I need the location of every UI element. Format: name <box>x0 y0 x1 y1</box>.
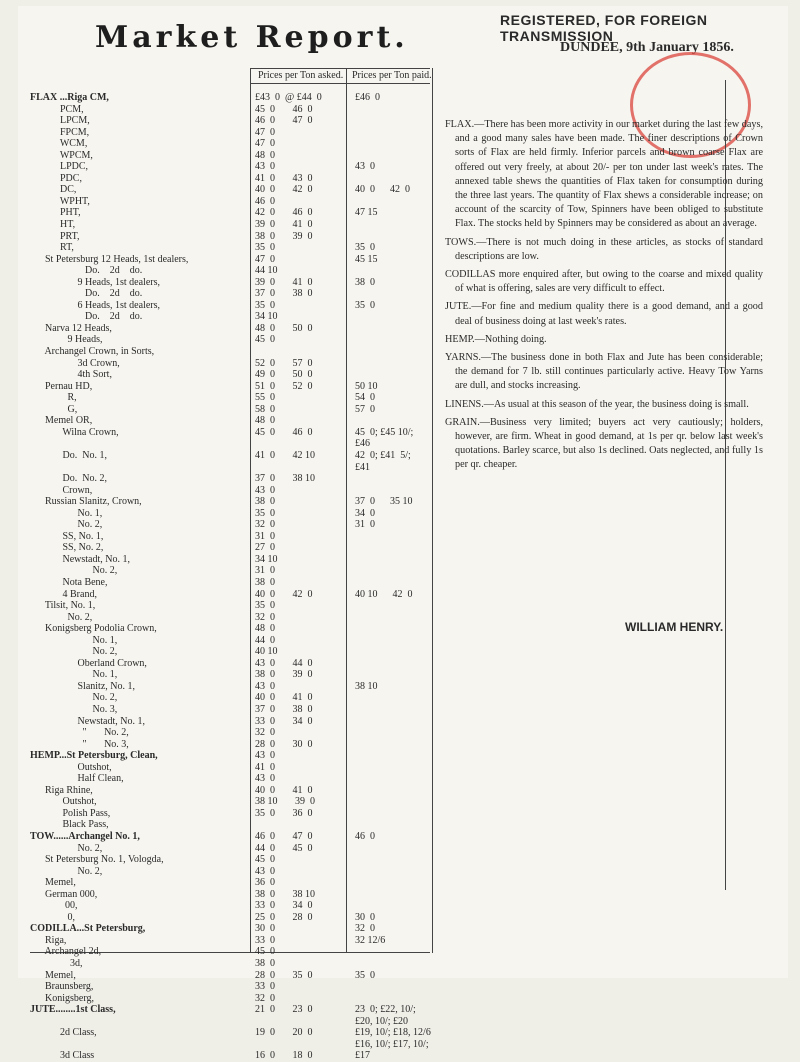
column-header-asked: Prices per Ton asked. <box>258 70 344 81</box>
table-row <box>30 277 450 289</box>
table-row <box>30 404 450 416</box>
price-asked: 38 10 39 0 <box>255 796 315 808</box>
table-row <box>30 866 450 878</box>
row-label: 4 Brand, <box>30 588 97 600</box>
price-asked: 52 0 57 0 <box>255 357 313 369</box>
table-row <box>30 681 450 693</box>
table-row <box>30 196 450 208</box>
commentary-paragraph: HEMP.—Nothing doing. <box>445 333 547 345</box>
row-label: No. 2, <box>30 842 103 854</box>
row-label: 0, <box>30 911 75 923</box>
row-label: 2d Class, <box>30 1027 97 1039</box>
row-label: 6 Heads, 1st dealers, <box>30 299 160 311</box>
row-label: Memel OR, <box>30 415 93 427</box>
table-row <box>30 692 450 704</box>
price-paid: £17 <box>355 1050 370 1062</box>
table-row <box>30 900 450 912</box>
table-row <box>30 473 450 485</box>
row-label: St Petersburg 12 Heads, 1st dealers, <box>30 253 189 265</box>
table-row <box>30 1039 450 1051</box>
table-row <box>30 415 450 427</box>
price-asked: 47 0 <box>255 138 275 150</box>
price-asked: 16 0 18 0 <box>255 1050 313 1062</box>
table-row <box>30 912 450 924</box>
price-asked: 31 0 <box>255 565 275 577</box>
row-label: Do. No. 1, <box>30 449 107 461</box>
price-paid: 31 0 <box>355 519 375 531</box>
table-row <box>30 207 450 219</box>
row-label: Outshot, <box>30 796 97 808</box>
row-label: DC, <box>30 184 77 196</box>
price-paid: 38 0 <box>355 276 375 288</box>
table-row <box>30 346 450 358</box>
price-asked: 33 0 <box>255 981 275 993</box>
commentary-paragraph: LINENS.—As usual at this season of the year, the business doing is small. <box>445 398 749 410</box>
price-asked: 48 0 <box>255 149 275 161</box>
commentary-paragraph: GRAIN.—Business very limited; buyers act very cautiously; holders, however, are firm. Wheat in good demand, at 1s per qr. below last week's quotations. Barley scarce, but also 1s declined. Oats neglected, and fully 1s per qr. cheaper. <box>445 416 763 471</box>
table-row <box>30 92 450 104</box>
price-asked: 48 0 <box>255 623 275 635</box>
price-asked: 40 0 41 0 <box>255 784 313 796</box>
row-label: Pernau HD, <box>30 380 93 392</box>
commentary-paragraph: FLAX.—There has been more activity in our market during the last few days, and a good many sales have been made. The finer descriptions of Crown sorts of Flax are held firmly. Inferior parcels and brown coarse Flax are offered out very freely, at about 20/- per ton under last week's rates. The annexed table shews the quantities of Flax taken for consumption during the three last years. The quantity of Flax shews a considerable increase; on account of the scarcity of Tow, Spinners have been obliged to substitute Flax. The stocks held by Spinners may be considered as about an average. <box>445 119 763 230</box>
table-row <box>30 762 450 774</box>
table-row <box>30 808 450 820</box>
row-label: R, <box>30 392 77 404</box>
price-asked: 35 0 <box>255 507 275 519</box>
row-label: Crown, <box>30 484 93 496</box>
price-asked: 34 10 <box>255 553 278 565</box>
price-asked: 43 0 <box>255 750 275 762</box>
header-rule-top <box>250 68 430 69</box>
market-commentary <box>445 118 763 477</box>
table-row <box>30 300 450 312</box>
row-label: Black Pass, <box>30 819 109 831</box>
row-label: No. 2, <box>30 611 93 623</box>
row-label: German 000, <box>30 888 98 900</box>
row-label: LPDC, <box>30 161 89 173</box>
table-row <box>30 104 450 116</box>
table-row <box>30 381 450 393</box>
table-row <box>30 635 450 647</box>
price-asked: £43 0 @ £44 0 <box>255 92 322 103</box>
price-asked: 21 0 23 0 <box>255 1004 313 1016</box>
price-paid: 50 10 <box>355 380 378 392</box>
row-label: Do. No. 2, <box>30 473 107 485</box>
price-asked: 38 0 39 0 <box>255 669 313 681</box>
table-row <box>30 519 450 531</box>
row-label: Oberland Crown, <box>30 657 147 669</box>
price-asked: 38 0 38 10 <box>255 888 315 900</box>
price-asked: 44 0 <box>255 634 275 646</box>
signature: WILLIAM HENRY. <box>625 620 724 634</box>
table-row <box>30 358 450 370</box>
column-header-paid: Prices per Ton paid. <box>352 70 432 81</box>
row-label: Konigsberg Podolia Crown, <box>30 623 157 635</box>
price-asked: 32 0 <box>255 611 275 623</box>
price-paid: 23 0; £22, 10/; <box>355 1004 416 1016</box>
row-label: FPCM, <box>30 126 90 138</box>
table-row <box>30 716 450 728</box>
price-asked: 36 0 <box>255 877 275 889</box>
price-asked: 28 0 35 0 <box>255 969 313 981</box>
price-paid: 40 10 42 0 <box>355 588 413 600</box>
row-label: No. 2, <box>30 865 103 877</box>
row-label: PHT, <box>30 207 81 219</box>
price-paid: £20, 10/; £20 <box>355 1015 409 1027</box>
table-row <box>30 438 450 450</box>
price-paid: £16, 10/; £17, 10/; <box>355 1038 429 1050</box>
price-asked: 45 0 <box>255 334 275 346</box>
price-asked: 33 0 34 0 <box>255 715 313 727</box>
price-asked: 40 0 42 0 <box>255 184 313 196</box>
price-asked: 40 10 <box>255 646 278 658</box>
row-label: " No. 3, <box>30 738 129 750</box>
row-label: Riga Rhine, <box>30 784 93 796</box>
table-row <box>30 254 450 266</box>
table-row <box>30 1027 450 1039</box>
table-row <box>30 311 450 323</box>
commentary-paragraph: JUTE.—For fine and medium quality there is a good demand, and a good deal of business doing at last week's rates. <box>445 301 763 327</box>
price-paid: 45 15 <box>355 253 378 265</box>
table-row <box>30 1050 450 1062</box>
table-row <box>30 819 450 831</box>
table-row <box>30 854 450 866</box>
price-paid: 38 10 <box>355 680 378 692</box>
price-asked: 47 0 <box>255 126 275 138</box>
row-label: Konigsberg, <box>30 992 94 1004</box>
price-paid: 57 0 <box>355 403 375 415</box>
price-paid: 32 12/6 <box>355 934 386 946</box>
price-asked: 43 0 <box>255 773 275 785</box>
table-row <box>30 531 450 543</box>
row-label: 9 Heads, <box>30 334 103 346</box>
table-row <box>30 923 450 935</box>
price-asked: 37 0 38 0 <box>255 288 313 300</box>
row-label: No. 1, <box>30 669 118 681</box>
price-asked: 32 0 <box>255 992 275 1004</box>
table-row <box>30 727 450 739</box>
table-row <box>30 958 450 970</box>
price-asked: 27 0 <box>255 542 275 554</box>
price-asked: 41 0 <box>255 761 275 773</box>
row-label: PRT, <box>30 230 80 242</box>
price-paid: 54 0 <box>355 392 375 404</box>
page-title: Market Report. <box>95 20 409 55</box>
table-row <box>30 242 450 254</box>
row-label: Newstadt, No. 1, <box>30 553 130 565</box>
price-paid: £46 <box>355 438 370 450</box>
price-asked: 43 0 <box>255 484 275 496</box>
table-row <box>30 831 450 843</box>
price-paid: 40 0 42 0 <box>355 184 410 196</box>
table-row <box>30 554 450 566</box>
header-rule-bottom <box>250 83 430 84</box>
table-row <box>30 704 450 716</box>
table-row <box>30 970 450 982</box>
price-paid: 45 0; £45 10/; <box>355 426 414 438</box>
price-paid: £41 <box>355 461 370 473</box>
price-table <box>30 92 450 1062</box>
price-asked: 46 0 47 0 <box>255 831 313 842</box>
row-label: Archangel 2d, <box>30 946 102 958</box>
table-row <box>30 542 450 554</box>
table-row <box>30 623 450 635</box>
price-asked: 43 0 <box>255 680 275 692</box>
row-label: HT, <box>30 219 76 231</box>
price-asked: 42 0 46 0 <box>255 207 313 219</box>
price-asked: 30 0 <box>255 923 275 935</box>
table-row <box>30 173 450 185</box>
row-label: No. 2, <box>30 646 118 658</box>
commentary-paragraph: CODILLAS more enquired after, but owing to the coarse and mixed quality of what is offering, sales are very difficult to effect. <box>445 269 763 295</box>
table-row <box>30 369 450 381</box>
row-label: Russian Slanitz, Crown, <box>30 496 142 508</box>
price-asked: 43 0 44 0 <box>255 657 313 669</box>
price-paid: 46 0 <box>355 831 375 842</box>
row-label: PDC, <box>30 172 82 184</box>
row-label: Tilsit, No. 1, <box>30 600 96 612</box>
commentary-paragraph: TOWS.—There is not much doing in these articles, as stocks of standard descriptions are low. <box>445 236 763 262</box>
price-paid: 34 0 <box>355 507 375 519</box>
row-label: Slanitz, No. 1, <box>30 680 135 692</box>
price-asked: 32 0 <box>255 519 275 531</box>
price-asked: 43 0 <box>255 161 275 173</box>
price-asked: 45 0 <box>255 854 275 866</box>
table-row <box>30 219 450 231</box>
table-row <box>30 1004 450 1016</box>
row-label: No. 3, <box>30 703 118 715</box>
table-row <box>30 750 450 762</box>
price-asked: 41 0 43 0 <box>255 172 313 184</box>
table-row <box>30 161 450 173</box>
table-row <box>30 612 450 624</box>
table-row <box>30 231 450 243</box>
table-row <box>30 577 450 589</box>
price-asked: 41 0 42 10 <box>255 449 315 461</box>
price-paid: 30 0 <box>355 911 375 923</box>
row-label: CODILLA...St Petersburg, <box>30 923 146 935</box>
price-asked: 39 0 41 0 <box>255 219 313 231</box>
row-label: Riga, <box>30 934 67 946</box>
price-asked: 48 0 50 0 <box>255 322 313 334</box>
row-label: No. 1, <box>30 634 118 646</box>
price-asked: 46 0 <box>255 195 275 207</box>
price-asked: 49 0 50 0 <box>255 369 313 381</box>
table-row <box>30 785 450 797</box>
price-paid: 47 15 <box>355 207 378 219</box>
price-asked: 58 0 <box>255 403 275 415</box>
row-label: 3d, <box>30 958 83 970</box>
row-label: 4th Sort, <box>30 369 112 381</box>
price-asked: 40 0 42 0 <box>255 588 313 600</box>
table-row <box>30 600 450 612</box>
row-label: Narva 12 Heads, <box>30 322 112 334</box>
price-asked: 44 10 <box>255 265 278 277</box>
row-label: SS, No. 2, <box>30 542 104 554</box>
price-asked: 43 0 <box>255 865 275 877</box>
table-row <box>30 138 450 150</box>
row-label: Archangel Crown, in Sorts, <box>30 346 155 358</box>
table-row <box>30 496 450 508</box>
row-label: Polish Pass, <box>30 807 111 819</box>
row-label: RT, <box>30 242 74 254</box>
row-label: Outshot, <box>30 761 112 773</box>
table-row <box>30 462 450 474</box>
row-label: Do. 2d do. <box>30 311 143 323</box>
row-label: St Petersburg No. 1, Vologda, <box>30 854 164 866</box>
table-row <box>30 334 450 346</box>
row-label: Do. 2d do. <box>30 265 143 277</box>
price-asked: 35 0 36 0 <box>255 807 313 819</box>
price-asked: 37 0 38 0 <box>255 703 313 715</box>
row-label: Nota Bene, <box>30 576 108 588</box>
price-asked: 38 0 <box>255 496 275 508</box>
row-label: 3d Crown, <box>30 357 120 369</box>
table-row <box>30 796 450 808</box>
price-asked: 35 0 <box>255 242 275 254</box>
table-row <box>30 392 450 404</box>
price-asked: 55 0 <box>255 392 275 404</box>
row-label: Do. 2d do. <box>30 288 143 300</box>
price-paid: 43 0 <box>355 161 375 173</box>
table-row <box>30 658 450 670</box>
table-row <box>30 993 450 1005</box>
table-row <box>30 323 450 335</box>
table-row <box>30 150 450 162</box>
row-label: FLAX ...Riga CM, <box>30 92 109 103</box>
price-asked: 39 0 41 0 <box>255 276 313 288</box>
row-label: JUTE........1st Class, <box>30 1004 116 1016</box>
row-label: PCM, <box>30 103 84 115</box>
table-row <box>30 843 450 855</box>
table-row <box>30 565 450 577</box>
price-asked: 47 0 <box>255 253 275 265</box>
row-label: 9 Heads, 1st dealers, <box>30 276 160 288</box>
table-row <box>30 115 450 127</box>
row-label: " No. 2, <box>30 727 129 739</box>
price-asked: 19 0 20 0 <box>255 1027 313 1039</box>
price-asked: 33 0 34 0 <box>255 900 313 912</box>
row-label: LPCM, <box>30 115 90 127</box>
price-asked: 51 0 52 0 <box>255 380 313 392</box>
price-paid: 35 0 <box>355 242 375 254</box>
price-asked: 48 0 <box>255 415 275 427</box>
row-label: 3d Class <box>30 1050 95 1062</box>
table-row <box>30 669 450 681</box>
row-label: G, <box>30 403 78 415</box>
table-row <box>30 1016 450 1028</box>
price-asked: 46 0 47 0 <box>255 115 313 127</box>
row-label: Newstadt, No. 1, <box>30 715 145 727</box>
table-row <box>30 981 450 993</box>
table-row <box>30 773 450 785</box>
row-label: TOW......Archangel No. 1, <box>30 831 140 842</box>
row-label: WPCM, <box>30 149 93 161</box>
table-row <box>30 265 450 277</box>
row-label: Wilna Crown, <box>30 426 119 438</box>
price-asked: 45 0 46 0 <box>255 103 313 115</box>
price-asked: 40 0 41 0 <box>255 692 313 704</box>
price-asked: 25 0 28 0 <box>255 911 313 923</box>
commentary-paragraph: YARNS.—The business done in both Flax and Jute has been considerable; the demand for 7 lb. still continues particularly active. Heavy Tow Yarns are dull, and stocks increasing. <box>445 352 763 392</box>
price-asked: 38 0 39 0 <box>255 230 313 242</box>
price-asked: 38 0 <box>255 958 275 970</box>
price-asked: 32 0 <box>255 727 275 739</box>
price-asked: 35 0 <box>255 600 275 612</box>
table-row <box>30 946 450 958</box>
price-paid: 42 0; £41 5/; <box>355 449 411 461</box>
price-asked: 44 0 45 0 <box>255 842 313 854</box>
price-paid: £46 0 <box>355 92 380 103</box>
price-asked: 35 0 <box>255 299 275 311</box>
row-label: WPHT, <box>30 195 90 207</box>
row-label: Braunsberg, <box>30 981 94 993</box>
price-asked: 34 10 <box>255 311 278 323</box>
price-paid: 32 0 <box>355 923 375 935</box>
table-row <box>30 508 450 520</box>
price-asked: 33 0 <box>255 934 275 946</box>
table-row <box>30 935 450 947</box>
price-asked: 38 0 <box>255 576 275 588</box>
price-asked: 37 0 38 10 <box>255 473 315 485</box>
registered-line: REGISTERED, FOR FOREIGN TRANSMISSION <box>500 12 708 44</box>
row-label: WCM, <box>30 138 88 150</box>
row-label: Half Clean, <box>30 773 124 785</box>
table-row <box>30 646 450 658</box>
table-row <box>30 127 450 139</box>
price-asked: 31 0 <box>255 530 275 542</box>
place-date: DUNDEE, 9th January 1856. <box>560 40 734 55</box>
table-row <box>30 288 450 300</box>
price-paid: 35 0 <box>355 969 375 981</box>
table-row <box>30 450 450 462</box>
row-label: HEMP...St Petersburg, Clean, <box>30 750 158 762</box>
price-asked: 45 0 <box>255 946 275 958</box>
table-row <box>30 589 450 601</box>
row-label: Memel, <box>30 877 76 889</box>
table-row <box>30 485 450 497</box>
table-row <box>30 427 450 439</box>
table-row <box>30 877 450 889</box>
price-paid: 35 0 <box>355 299 375 311</box>
row-label: SS, No. 1, <box>30 530 104 542</box>
price-paid: £19, 10/; £18, 12/6 <box>355 1027 431 1039</box>
price-paid: 37 0 35 10 <box>355 496 413 508</box>
row-label: No. 1, <box>30 507 103 519</box>
table-row <box>30 184 450 196</box>
price-asked: 45 0 46 0 <box>255 426 313 438</box>
row-label: No. 2, <box>30 519 103 531</box>
row-label: No. 2, <box>30 692 118 704</box>
table-row <box>30 889 450 901</box>
row-label: Memel, <box>30 969 76 981</box>
row-label: No. 2, <box>30 565 118 577</box>
price-asked: 28 0 30 0 <box>255 738 313 750</box>
table-row <box>30 739 450 751</box>
row-label: 00, <box>30 900 78 912</box>
